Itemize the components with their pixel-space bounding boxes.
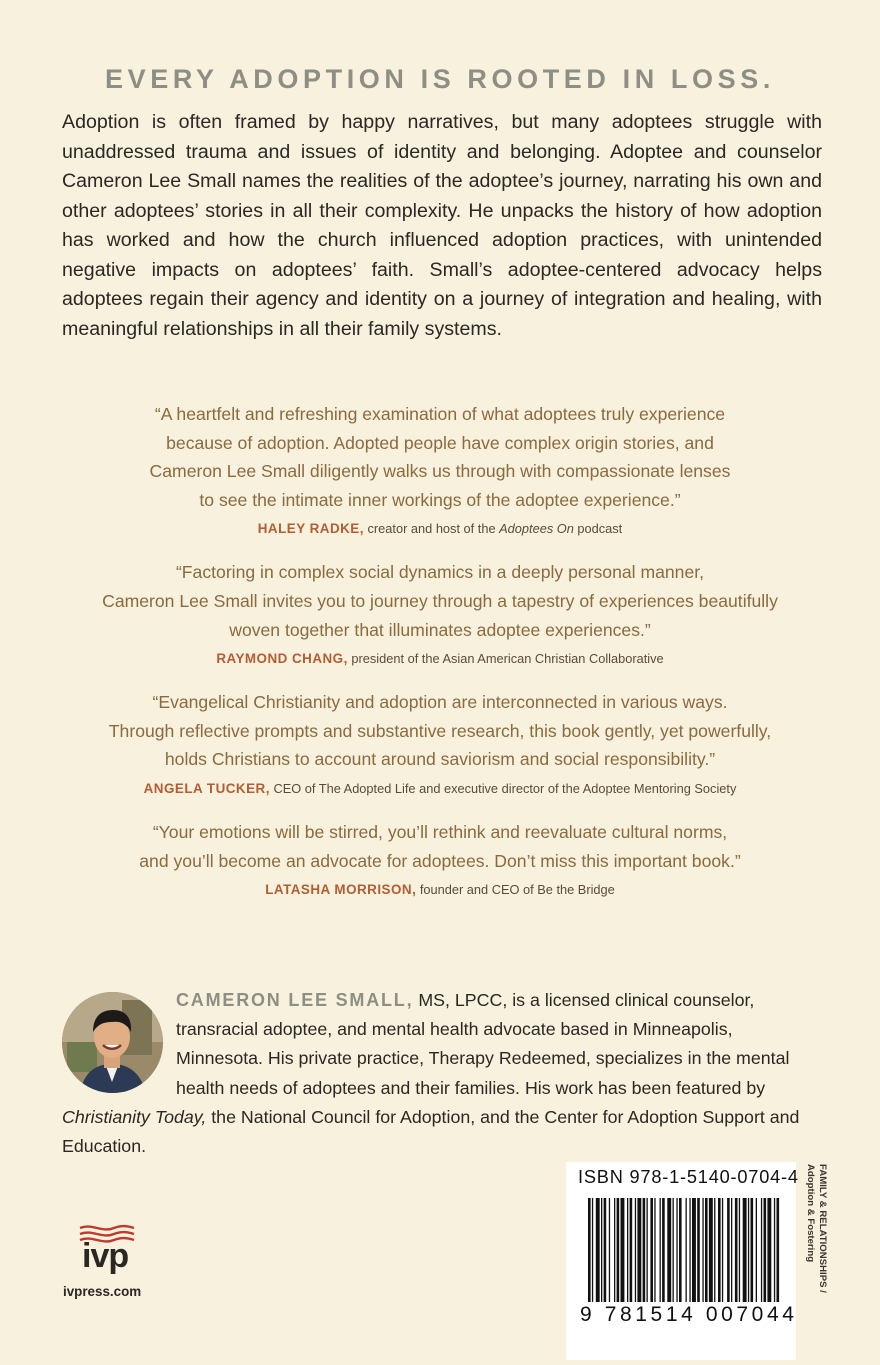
- barcode-bar: [650, 1198, 653, 1302]
- barcode-bar: [764, 1198, 767, 1302]
- barcode-bar: [609, 1198, 610, 1302]
- barcode-bar: [637, 1198, 641, 1302]
- barcode-bar: [604, 1198, 607, 1302]
- barcode-bar: [635, 1198, 636, 1302]
- barcode-bar: [627, 1198, 628, 1302]
- endorsement: [0, 558, 880, 666]
- barcode-bar: [743, 1198, 747, 1302]
- barcode-bar: [761, 1198, 762, 1302]
- publisher-url: ivpress.com: [63, 1284, 142, 1299]
- endorsements: [0, 400, 880, 919]
- endorser-name: RAYMOND CHANG,: [216, 651, 348, 667]
- barcode-bar: [722, 1198, 723, 1302]
- barcode-bar: [588, 1198, 591, 1302]
- barcode-bar: [617, 1198, 620, 1302]
- endorsement-quote: “Your emotions will be stirred, you’ll rethink and reevaluate cultural norms, and you’ll become an advocate for adoptees. Don’t miss this important book.”: [139, 821, 741, 871]
- barcode-bar: [767, 1198, 771, 1302]
- barcode-icon: [566, 1162, 796, 1360]
- headline: EVERY ADOPTION IS ROOTED IN LOSS.: [105, 64, 775, 94]
- barcode-bar: [714, 1198, 715, 1302]
- endorser-role: creator and host of the Adoptees On podcast: [363, 521, 623, 537]
- endorser-role: president of the Asian American Christian Collaborative: [347, 651, 664, 667]
- barcode-bar: [654, 1198, 655, 1302]
- barcode-bar: [592, 1198, 593, 1302]
- barcode-bar: [774, 1198, 775, 1302]
- endorser-role: founder and CEO of Be the Bridge: [416, 882, 615, 898]
- endorsement-quote: “Factoring in complex social dynamics in a deeply personal manner, Cameron Lee Small invites you to journey through a tapestry of experiences beautifully woven together that illuminates adoptee experiences.”: [102, 562, 778, 640]
- barcode-bar: [756, 1198, 757, 1302]
- barcode-bar: [702, 1198, 703, 1302]
- endorser-name: HALEY RADKE,: [257, 521, 364, 537]
- barcode-panel: [566, 1162, 796, 1360]
- endorsement-quote: “A heartfelt and refreshing examination of what adoptees truly experience because of adoption. Adopted people have complex origin stories, and Cameron Lee Small diligently walks us through with compassionate lenses to see the intimate inner workings of the adoptee experience.”: [149, 404, 731, 510]
- endorsement-attribution: [0, 882, 880, 897]
- barcode-bar: [673, 1198, 674, 1302]
- endorsement-quote: “Evangelical Christianity and adoption are interconnected in various ways. Through reflective prompts and substantive research, this book gently, yet powerfully, holds Christians to account around saviorism and social responsibility.”: [108, 692, 772, 770]
- barcode-bar: [727, 1198, 730, 1302]
- barcode-bar: [709, 1198, 713, 1302]
- barcode-bar: [739, 1198, 740, 1302]
- barcode-bar: [596, 1198, 600, 1302]
- book-description: Adoption is often framed by happy narratives, but many adoptees struggle with unaddressed trauma and issues of identity and belonging. Adoptee and counselor Cameron Lee Small names the realities of the adoptee’s journey, narrating his own and other adoptees’ stories in all their complexity. He unpacks the history of how adoption has worked and how the church influenced adoption practices, with unintended negative impacts on adoptees’ faith. Small’s adoptee-centered advocacy helps adoptees regain their agency and identity on a journey of integration and healing, with meaningful relationships in all their family systems.: [62, 111, 822, 340]
- endorsement-attribution: [0, 781, 880, 796]
- barcode-bar: [614, 1198, 615, 1302]
- barcode-bar: [705, 1198, 708, 1302]
- barcode-bar: [748, 1198, 749, 1302]
- barcode-bar: [718, 1198, 721, 1302]
- endorser-name: LATASHA MORRISON,: [265, 882, 417, 898]
- author-name: CAMERON LEE SMALL,: [176, 990, 414, 1010]
- endorsement-attribution: [0, 521, 880, 536]
- barcode-bar: [679, 1198, 682, 1302]
- barcode-bar: [689, 1198, 690, 1302]
- barcode-bar: [630, 1198, 633, 1302]
- endorsement: [0, 688, 880, 796]
- barcode-bar: [692, 1198, 696, 1302]
- barcode-bar: [676, 1198, 677, 1302]
- endorsement: [0, 400, 880, 536]
- publisher-logo: ivp: [82, 1237, 129, 1275]
- barcode-bar: [686, 1198, 687, 1302]
- endorsement-attribution: [0, 651, 880, 666]
- barcode-bar: [697, 1198, 700, 1302]
- barcode-digits: 9 781514 007044: [580, 1303, 798, 1326]
- author-bio: CAMERON LEE SMALL, MS, LPCC, is a licensed clinical counselor, transracial adoptee, and mental health advocate based in Minneapolis, Minnesota. His private practice, Therapy Redeemed, specializes in the mental health needs of adoptees and their families. His work has been featured by Christianity Today, the National Council for Adoption, and the Center for Adoption Support and Education.: [62, 990, 800, 1157]
- barcode-bar: [731, 1198, 732, 1302]
- barcode-bar: [621, 1198, 625, 1302]
- isbn-label: ISBN 978-1-5140-0704-4: [578, 1167, 799, 1187]
- endorser-name: ANGELA TUCKER,: [143, 780, 270, 796]
- barcode-bar: [667, 1198, 671, 1302]
- barcode-bar: [751, 1198, 754, 1302]
- barcode-bar: [735, 1198, 738, 1302]
- barcode-bar: [647, 1198, 648, 1302]
- barcode-bar: [777, 1198, 780, 1302]
- barcode-bar: [660, 1198, 661, 1302]
- barcode-bar: [601, 1198, 602, 1302]
- endorser-role: CEO of The Adopted Life and executive director of the Adoptee Mentoring Society: [269, 780, 737, 796]
- bisac-category: FAMILY & RELATIONSHIPS / Adoption & Fostering: [805, 1164, 828, 1293]
- endorsement: [0, 818, 880, 897]
- barcode-bar: [643, 1198, 646, 1302]
- barcode-bar: [662, 1198, 665, 1302]
